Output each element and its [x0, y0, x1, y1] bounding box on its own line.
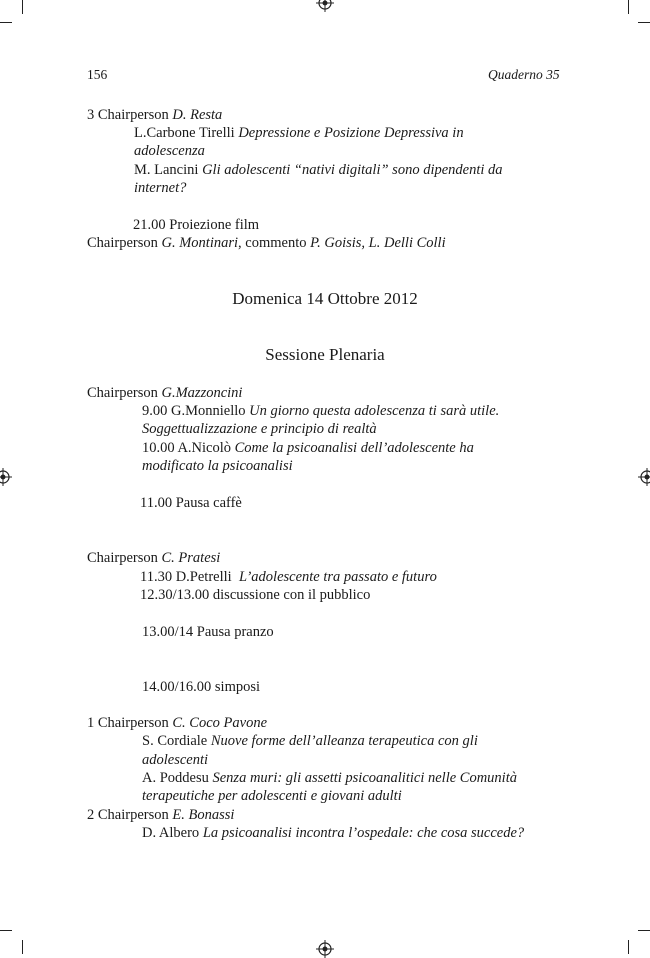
crop-mark-bottom-left	[22, 940, 23, 954]
plenary-talk1-title-cont: Soggettualizzazione e principio di realtà	[142, 421, 377, 437]
plenary-talk2-time-author: 10.00 A.Nicolò	[142, 440, 232, 456]
session3-talk1-title-cont: adolescenza	[134, 143, 205, 159]
plenary-chair: G.Mazzoncini	[161, 385, 243, 401]
plenary-talk2-title: Come la psicoanalisi dell’adolescente ha	[234, 440, 474, 456]
session3-talk2-line1	[134, 161, 503, 179]
session3-talk2-title: Gli adolescenti “nativi digitali” sono dipendenti da	[202, 162, 503, 178]
film-comment-label: , commento	[238, 235, 307, 251]
plenary-talk1-line1	[142, 402, 499, 420]
plenary-talk1-line2	[142, 420, 377, 438]
film-label: Chairperson	[87, 235, 158, 251]
symp1-talk2-line2	[142, 787, 402, 805]
film-chair-line	[87, 234, 446, 252]
session3-talk2-line2	[134, 179, 186, 197]
plenary-chair-line	[87, 384, 242, 402]
symp1-chair: C. Coco Pavone	[172, 715, 268, 731]
crop-mark-top-left-h	[0, 22, 12, 23]
day-title: Domenica 14 Ottobre 2012	[232, 289, 418, 308]
pratesi-talk-time-author: 11.30 D.Petrelli	[140, 569, 232, 585]
plenary-talk2-line2	[142, 457, 293, 475]
plenary-label: Chairperson	[87, 385, 158, 401]
plenary-talk2-title-cont: modificato la psicoanalisi	[142, 458, 293, 474]
symp2-chair: E. Bonassi	[172, 807, 235, 823]
pratesi-chair-line	[87, 549, 220, 567]
pratesi-label: Chairperson	[87, 550, 158, 566]
session3-label: 3 Chairperson	[87, 107, 169, 123]
session3-talk2-author: M. Lancini	[134, 162, 199, 178]
plenary-talk2-line1	[142, 439, 474, 457]
symp1-chair-line	[87, 714, 267, 732]
symp1-label: 1 Chairperson	[87, 715, 169, 731]
symp1-talk2-title-cont: terapeutiche per adolescenti e giovani adulti	[142, 788, 402, 804]
session3-talk1-title: Depressione e Posizione Depressiva in	[238, 125, 464, 141]
running-title	[488, 66, 560, 84]
symp2-talk1-title: La psicoanalisi incontra l’ospedale: che cosa succede?	[202, 825, 525, 841]
pratesi-talk-title: L’adolescente tra passato e futuro	[238, 569, 437, 585]
pratesi-chair: C. Pratesi	[161, 550, 221, 566]
film-time: 21.00 Proiezione film	[133, 217, 260, 233]
symp1-talk1-line2	[142, 751, 208, 769]
coffee-break: 11.00 Pausa caffè	[140, 495, 242, 511]
symp1-talk2-title: Senza muri: gli assetti psicoanalitici nelle Comunità	[212, 770, 517, 786]
crop-mark-bottom-right	[628, 940, 629, 954]
plenary-talk1-time-author: 9.00 G.Monniello	[142, 403, 246, 419]
registration-mark-top-icon	[316, 0, 334, 12]
registration-mark-right-icon	[638, 468, 650, 486]
symp1-talk1-title: Nuove forme dell’alleanza terapeutica con gli	[210, 733, 478, 749]
symposia-time: 14.00/16.00 simposi	[142, 679, 261, 695]
crop-mark-top-left	[22, 0, 23, 14]
plenary-talk1-title: Un giorno questa adolescenza ti sarà utile.	[249, 403, 500, 419]
registration-mark-bottom-icon	[316, 940, 334, 958]
symp1-talk2-line1	[142, 769, 517, 787]
film-chair: G. Montinari	[161, 235, 239, 251]
crop-mark-bottom-left-h	[0, 930, 12, 931]
plenary-title: Sessione Plenaria	[265, 345, 385, 364]
pratesi-talk-line	[140, 568, 437, 586]
session3-talk1-line2	[134, 142, 205, 160]
symp1-talk1-line1	[142, 732, 478, 750]
crop-mark-bottom-right-h	[638, 930, 650, 931]
symp1-talk1-title-cont: adolescenti	[142, 752, 209, 768]
symp2-label: 2 Chairperson	[87, 807, 169, 823]
crop-mark-top-right	[628, 0, 629, 14]
session3-talk1-author: L.Carbone Tirelli	[134, 125, 235, 141]
session3-chair-line	[87, 106, 222, 124]
lunch-break: 13.00/14 Pausa pranzo	[142, 624, 274, 640]
session3-talk1-line1	[134, 124, 464, 142]
film-commentators: P. Goisis, L. Delli Colli	[310, 235, 446, 251]
symp1-talk1-author: S. Cordiale	[142, 733, 208, 749]
session3-talk2-title-cont: internet?	[134, 180, 187, 196]
registration-mark-left-icon	[0, 468, 12, 486]
crop-mark-top-right-h	[638, 22, 650, 23]
page-number: 156	[87, 67, 108, 82]
symp2-talk1-line	[142, 824, 524, 842]
symp2-talk1-author: D. Albero	[142, 825, 200, 841]
discussion: 12.30/13.00 discussione con il pubblico	[140, 587, 371, 603]
running-title-text: Quaderno 35	[488, 67, 560, 82]
symp1-talk2-author: A. Poddesu	[142, 770, 209, 786]
session3-chair: D. Resta	[172, 107, 223, 123]
symp2-chair-line	[87, 806, 234, 824]
